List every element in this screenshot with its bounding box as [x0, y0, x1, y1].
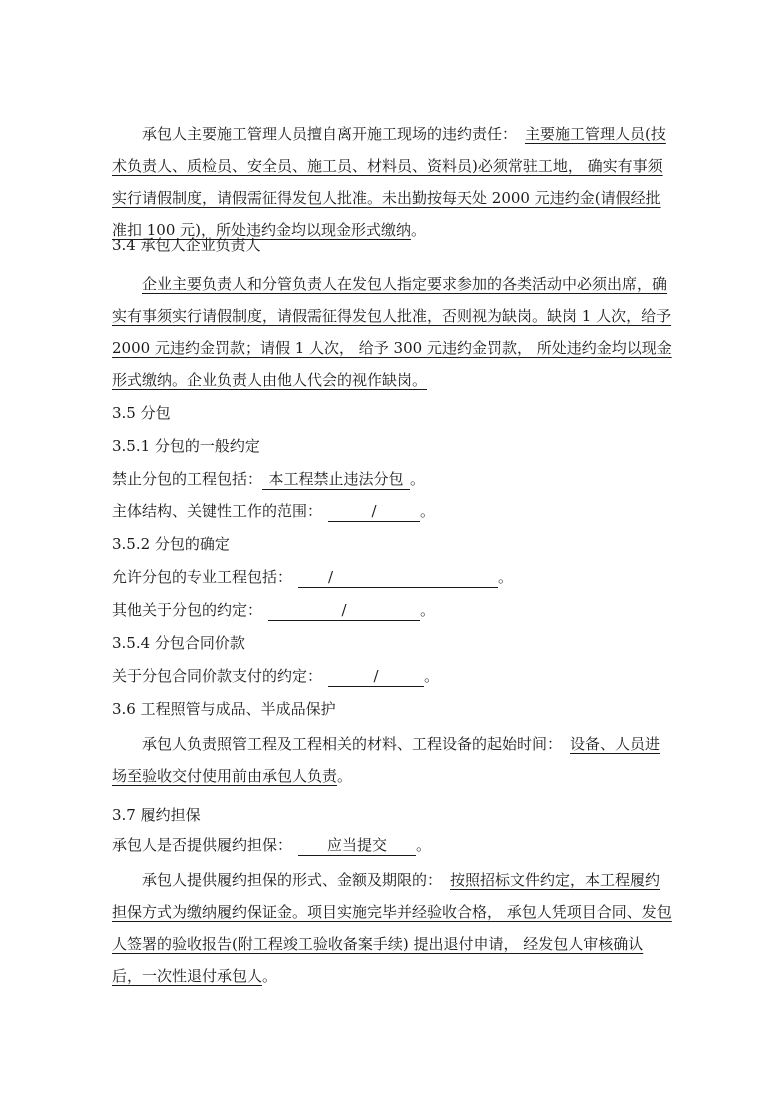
- field-end: 。: [424, 667, 440, 685]
- field-label: 主体结构、关键性工作的范围：: [112, 502, 323, 520]
- field-allowed-subcontract: [112, 566, 513, 588]
- field-label: 允许分包的专业工程包括：: [112, 568, 293, 586]
- field-end: 。: [420, 502, 436, 520]
- clause-lead: 承包人负责照管工程及工程相关的材料、工程设备的起始时间：: [142, 735, 563, 753]
- clause-manager-absence: [112, 118, 672, 246]
- heading-3-6: 3.6 工程照管与成品、半成品保护: [112, 700, 336, 718]
- field-value: /: [268, 600, 420, 621]
- field-label: 关于分包合同价款支付的约定：: [112, 667, 323, 685]
- field-end: 。: [410, 470, 426, 488]
- clause-end: 。: [262, 967, 278, 985]
- heading-3-4: 3.4 承包人企业负责人: [112, 236, 261, 254]
- clause-end: 。: [411, 221, 427, 239]
- clause-answer: 按照招标文件约定，本工程履约担保方式为缴纳履约保证金。项目实施完毕并经验收合格， 承包人凭项目合同、发包人签署的验收报告(附工程竣工验收备案手续) 提出退付申请， 经发包人审核确认后，一次性退付承包人: [112, 871, 672, 985]
- field-value: 应当提交: [298, 835, 416, 856]
- field-subcontract-payment: [112, 665, 439, 687]
- heading-3-5: 3.5 分包: [112, 404, 171, 422]
- heading-3-5-1: 3.5.1 分包的一般约定: [112, 437, 260, 455]
- heading-3-5-2: 3.5.2 分包的确定: [112, 535, 230, 553]
- field-label: 其他关于分包的约定：: [112, 601, 263, 619]
- clause-enterprise-head: [112, 268, 672, 396]
- clause-answer: 主要施工管理人员(技术负责人、质检员、安全员、施工员、材料员、资料员)必须常驻工地， 确实有事须实行请假制度，请假需征得发包人批准。未出勤按每天处 2000 元违约金(请假经批准扣 100 元)，所处违约金均以现金形式缴纳: [112, 125, 666, 239]
- field-end: 。: [420, 601, 436, 619]
- clause-bond-form: [112, 864, 672, 992]
- field-main-structure-scope: [112, 500, 435, 522]
- field-other-subcontract: [112, 599, 435, 621]
- field-value: 本工程禁止违法分包: [262, 469, 410, 490]
- clause-end: 。: [337, 767, 353, 785]
- field-prohibited-subcontract: [112, 468, 425, 490]
- clause-answer: 企业主要负责人和分管负责人在发包人指定要求参加的各类活动中必须出席，确实有事须实行请假制度，请假需征得发包人批准，否则视为缺岗。缺岗 1 人次，给予 2000 元违约金罚款；请假 1 人次， 给予 300 元违约金罚款， 所处违约金均以现金形式缴纳。企业负责人由他人代会的视作缺岗。: [112, 275, 672, 389]
- clause-care-start: [112, 728, 672, 792]
- field-label: 承包人是否提供履约担保：: [112, 836, 293, 854]
- field-performance-bond: [112, 834, 431, 856]
- field-value: /: [328, 501, 420, 522]
- heading-3-7: 3.7 履约担保: [112, 806, 201, 824]
- field-value: /: [328, 666, 424, 687]
- clause-lead: 承包人提供履约担保的形式、金额及期限的：: [142, 871, 443, 889]
- field-end: 。: [498, 568, 514, 586]
- field-end: 。: [416, 836, 432, 854]
- field-label: 禁止分包的工程包括：: [112, 470, 263, 488]
- heading-3-5-4: 3.5.4 分包合同价款: [112, 634, 245, 652]
- clause-lead: 承包人主要施工管理人员擅自离开施工现场的违约责任：: [142, 125, 518, 143]
- field-value: /: [298, 567, 498, 588]
- clause-answer: 设备、人员进场至验收交付使用前由承包人负责: [112, 735, 661, 785]
